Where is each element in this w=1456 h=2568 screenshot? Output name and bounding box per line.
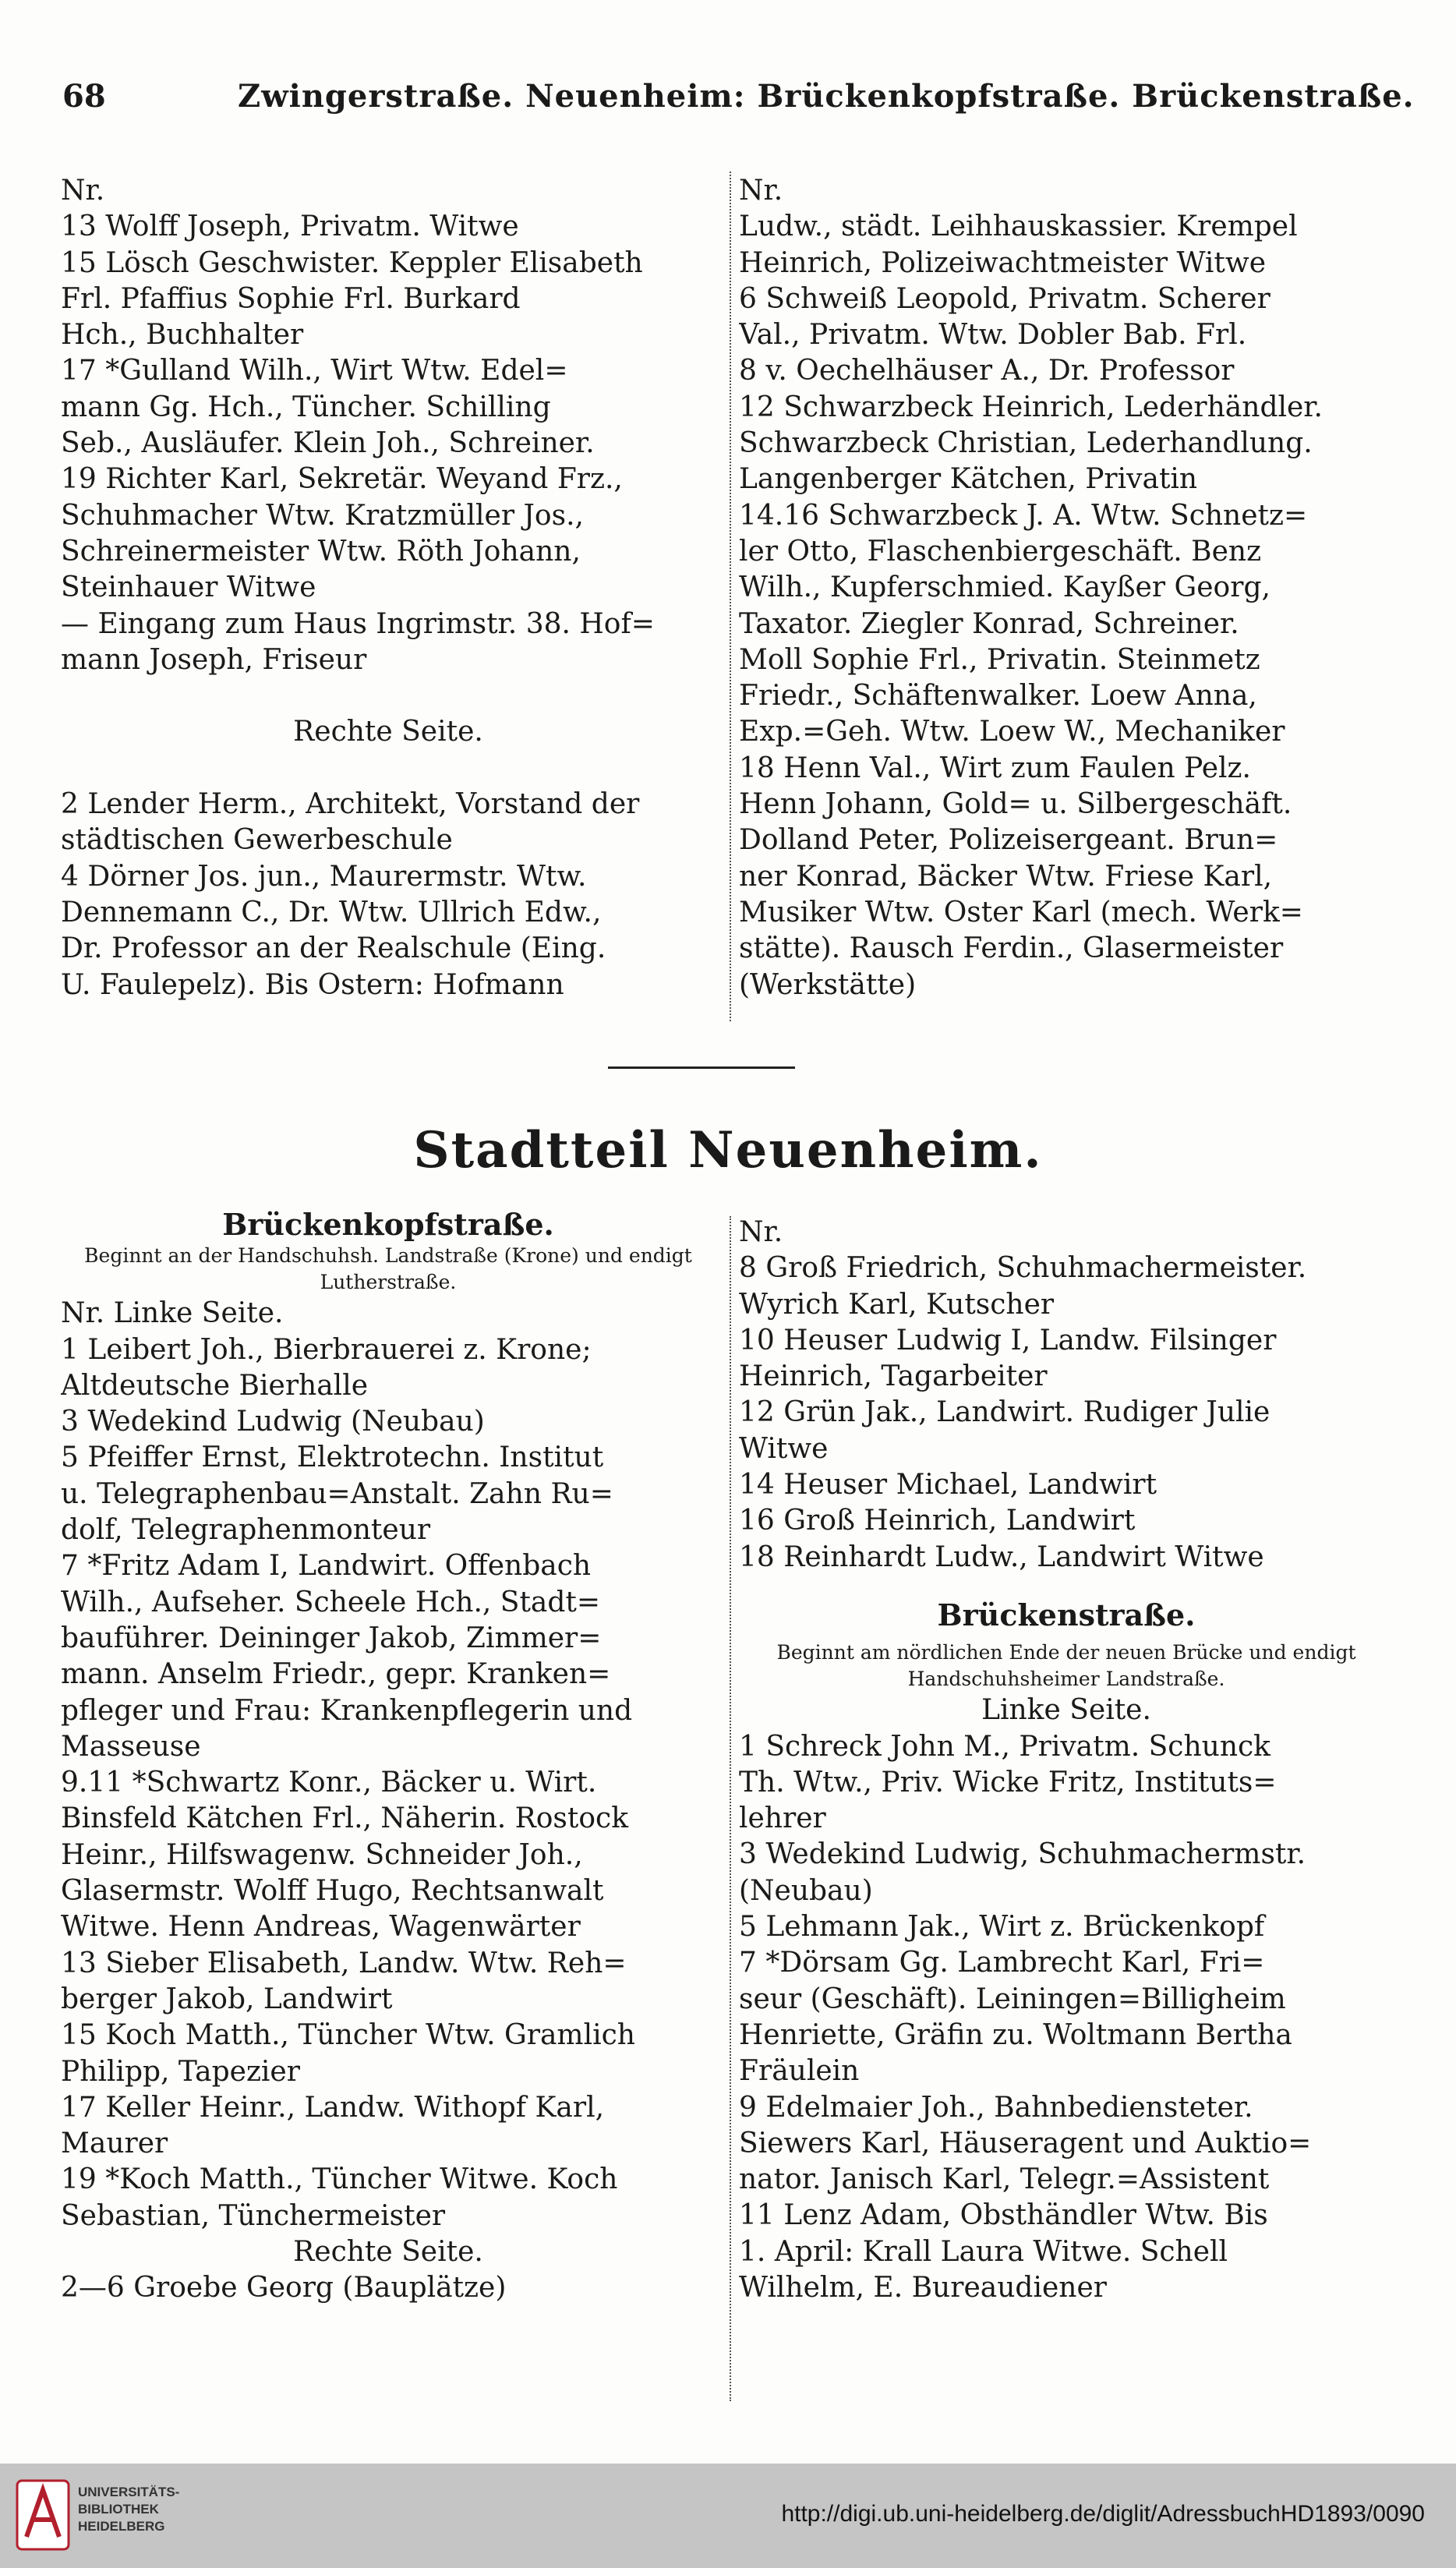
source-url-link[interactable]: http://digi.ub.uni-heidelberg.de/diglit/AdressbuchHD1893/0090 <box>781 2501 1425 2527</box>
entry-line: Heinrich, Polizeiwachtmeister Witwe <box>739 246 1267 279</box>
entry-line: Val., Privatm. Wtw. Dobler Bab. Frl. <box>739 319 1247 352</box>
entry-line: Schuhmacher Wtw. Kratzmüller Jos., <box>61 499 584 532</box>
entry-line: 15 Lösch Geschwister. Keppler Elisabeth <box>61 246 643 279</box>
entry-line: 12 Schwarzbeck Heinrich, Lederhändler. <box>739 391 1323 423</box>
entry-line: 5 Pfeiffer Ernst, Elektrotechn. Institut <box>61 1441 604 1474</box>
street-note: Beginnt am nördlichen Ende der neuen Brücke und endigt Handschuhsheimer Landstraße. <box>776 1641 1356 1691</box>
entry-line: Fräulein <box>739 2055 860 2088</box>
entry-line: mann Gg. Hch., Tüncher. Schilling <box>61 391 551 423</box>
entry-line: Dennemann C., Dr. Wtw. Ullrich Edw., <box>61 896 602 929</box>
library-name: UNIVERSITÄTS- BIBLIOTHEK HEIDELBERG <box>78 2485 180 2534</box>
entry-line: Linke Seite. <box>981 1694 1151 1727</box>
entry-line: 4 Dörner Jos. jun., Maurermstr. Wtw. <box>61 860 587 893</box>
entry-line: Glasermstr. Wolff Hugo, Rechtsanwalt <box>61 1875 604 1908</box>
entry-line: 14 Heuser Michael, Landwirt <box>739 1469 1157 1502</box>
entry-line: (Werkstätte) <box>739 968 917 1001</box>
entry-line: Sebastian, Tünchermeister <box>61 2199 446 2232</box>
top-right-column <box>739 173 1394 1003</box>
entry-line: 10 Heuser Ludwig I, Landw. Filsinger <box>739 1324 1277 1357</box>
viewer-footer <box>0 2464 1456 2568</box>
entry-line: Schreinermeister Wtw. Röth Johann, <box>61 535 581 568</box>
entry-line: Philipp, Tapezier <box>61 2055 300 2088</box>
entry-line: Ludw., städt. Leihhauskassier. Krempel <box>739 210 1298 243</box>
district-title: Stadtteil Neuenheim. <box>413 1121 1043 1180</box>
entry-line: Witwe <box>739 1432 829 1465</box>
entry-line: 7 *Fritz Adam I, Landwirt. Offenbach <box>61 1550 592 1583</box>
entry-line: 2—6 Groebe Georg (Bauplätze) <box>61 2272 507 2304</box>
entry-line: 8 v. Oechelhäuser A., Dr. Professor <box>739 355 1235 387</box>
running-head: Zwingerstraße. Neuenheim: Brückenkopfstraße. Brückenstraße. <box>238 78 1415 115</box>
entry-line: Friedr., Schäftenwalker. Loew Anna, <box>739 680 1257 713</box>
entry-line: Henriette, Gräfin zu. Woltmann Bertha <box>739 2018 1292 2051</box>
bottom-left-column <box>61 1207 716 2307</box>
entry-line: Seb., Ausläufer. Klein Joh., Schreiner. <box>61 427 595 460</box>
column-divider-top <box>730 172 731 1021</box>
entry-line: Taxator. Ziegler Konrad, Schreiner. <box>739 607 1239 640</box>
entry-line: Wyrich Karl, Kutscher <box>739 1288 1055 1321</box>
entry-line: 9.11 *Schwartz Konr., Bäcker u. Wirt. <box>61 1767 597 1799</box>
entry-line: 18 Reinhardt Ludw., Landwirt Witwe <box>739 1540 1264 1573</box>
entry-line: seur (Geschäft). Leiningen=Billigheim <box>739 1983 1286 2015</box>
entry-list <box>61 1296 716 2306</box>
entry-line: 11 Lenz Adam, Obsthändler Wtw. Bis <box>739 2199 1268 2232</box>
entry-line: ner Konrad, Bäcker Wtw. Friese Karl, <box>739 860 1273 893</box>
entry-line: 16 Groß Heinrich, Landwirt <box>739 1505 1136 1537</box>
entry-line: Rechte Seite. <box>293 716 483 748</box>
section-divider <box>608 1066 795 1069</box>
page-header <box>47 78 1419 125</box>
entry-line: 1 Leibert Joh., Bierbrauerei z. Krone; <box>61 1333 592 1366</box>
entry-line: Exp.=Geh. Wtw. Loew W., Mechaniker <box>739 716 1285 748</box>
entry-line: bauführer. Deininger Jakob, Zimmer= <box>61 1622 602 1654</box>
entry-line: U. Faulepelz). Bis Ostern: Hofmann <box>61 968 564 1001</box>
entry-line: 17 *Gulland Wilh., Wirt Wtw. Edel= <box>61 355 568 387</box>
entry-line: 15 Koch Matth., Tüncher Wtw. Gramlich <box>61 2019 635 2052</box>
entry-line: Nr. <box>61 175 105 207</box>
bottom-right-column <box>739 1215 1394 2306</box>
entry-line: 12 Grün Jak., Landwirt. Rudiger Julie <box>739 1396 1270 1429</box>
entry-line: u. Telegraphenbau=Anstalt. Zahn Ru= <box>61 1477 613 1510</box>
entry-line: Siewers Karl, Häuseragent und Auktio= <box>739 2127 1312 2159</box>
entry-line: Schwarzbeck Christian, Lederhandlung. <box>739 427 1313 460</box>
entry-line: 14.16 Schwarzbeck J. A. Wtw. Schnetz= <box>739 499 1308 532</box>
entry-line: 3 Wedekind Ludwig (Neubau) <box>61 1406 485 1438</box>
entry-line: Nr. Linke Seite. <box>61 1297 284 1330</box>
entry-line: nator. Janisch Karl, Telegr.=Assistent <box>739 2163 1270 2196</box>
entry-line: 13 Wolff Joseph, Privatm. Witwe <box>61 210 519 243</box>
entry-line: Wilh., Aufseher. Scheele Hch., Stadt= <box>61 1586 601 1618</box>
entry-line: — Eingang zum Haus Ingrimstr. 38. Hof= <box>61 607 655 640</box>
entry-line: 13 Sieber Elisabeth, Landw. Wtw. Reh= <box>61 1947 627 1979</box>
entry-line: städtischen Gewerbeschule <box>61 824 453 857</box>
entry-line: 9 Edelmaier Joh., Bahnbediensteter. <box>739 2091 1253 2124</box>
entry-line: 1. April: Krall Laura Witwe. Schell <box>739 2235 1228 2268</box>
entry-line: Moll Sophie Frl., Privatin. Steinmetz <box>739 643 1260 676</box>
entry-line: 19 Richter Karl, Sekretär. Weyand Frz., <box>61 463 623 496</box>
street-heading: Brückenkopfstraße. <box>222 1207 554 1242</box>
entry-line: 1 Schreck John M., Privatm. Schunck <box>739 1730 1270 1763</box>
entry-line: Th. Wtw., Priv. Wicke Fritz, Instituts= <box>739 1766 1277 1799</box>
entry-line: stätte). Rausch Ferdin., Glasermeister <box>739 932 1284 965</box>
entry-line: 19 *Koch Matth., Tüncher Witwe. Koch <box>61 2163 618 2196</box>
entry-list <box>739 1693 1394 2306</box>
street-note: Beginnt an der Handschuhsh. Landstraße (Krone) und endigt Lutherstraße. <box>84 1244 692 1294</box>
entry-line: 17 Keller Heinr., Landw. Withopf Karl, <box>61 2091 605 2124</box>
entry-line: 7 *Dörsam Gg. Lambrecht Karl, Fri= <box>739 1947 1265 1979</box>
entry-line: Wilh., Kupferschmied. Kayßer Georg, <box>739 571 1270 604</box>
entry-line: Rechte Seite. <box>293 2236 483 2269</box>
street-heading: Brückenstraße. <box>937 1597 1196 1632</box>
entry-line: 18 Henn Val., Wirt zum Faulen Pelz. <box>739 752 1251 784</box>
entry-line <box>61 751 716 787</box>
entry-line: Frl. Pfaffius Sophie Frl. Burkard <box>61 282 521 315</box>
entry-line: Dr. Professor an der Realschule (Eing. <box>61 932 606 965</box>
entry-line: Langenberger Kätchen, Privatin <box>739 463 1198 496</box>
entry-line: mann. Anselm Friedr., gepr. Kranken= <box>61 1658 611 1691</box>
entry-line: 3 Wedekind Ludwig, Schuhmachermstr. <box>739 1838 1306 1871</box>
entry-line: Dolland Peter, Polizeisergeant. Brun= <box>739 824 1278 857</box>
entry-line: Maurer <box>61 2128 168 2160</box>
entry-line: berger Jakob, Landwirt <box>61 1983 393 2015</box>
entry-line: Hch., Buchhalter <box>61 319 304 352</box>
entry-line: Heinrich, Tagarbeiter <box>739 1360 1048 1393</box>
entry-line: mann Joseph, Friseur <box>61 643 367 676</box>
entry-line: Wilhelm, E. Bureaudiener <box>739 2272 1107 2304</box>
entry-line: Binsfeld Kätchen Frl., Näherin. Rostock <box>61 1802 629 1835</box>
entry-line: (Neubau) <box>739 1874 873 1907</box>
entry-line: dolf, Telegraphenmonteur <box>61 1514 431 1547</box>
entry-line: Steinhauer Witwe <box>61 571 316 604</box>
column-divider-bottom <box>730 1216 731 2401</box>
entry-line: Henn Johann, Gold= u. Silbergeschäft. <box>739 788 1292 821</box>
entry-line: 5 Lehmann Jak., Wirt z. Brückenkopf <box>739 1911 1265 1944</box>
page-number: 68 <box>62 78 106 115</box>
entry-line: Witwe. Henn Andreas, Wagenwärter <box>61 1911 581 1944</box>
top-left-column <box>61 173 716 1003</box>
entry-list <box>739 1215 1394 1576</box>
entry-line <box>61 678 716 714</box>
entry-line: 8 Groß Friedrich, Schuhmachermeister. <box>739 1252 1307 1285</box>
entry-line: pfleger und Frau: Krankenpflegerin und <box>61 1694 633 1727</box>
entry-line: Nr. <box>739 175 783 207</box>
entry-line: lehrer <box>739 1802 826 1835</box>
university-seal-icon <box>16 2479 70 2551</box>
entry-line: Nr. <box>739 1216 783 1248</box>
entry-line: 2 Lender Herm., Architekt, Vorstand der <box>61 788 640 821</box>
entry-line: Heinr., Hilfswagenw. Schneider Joh., <box>61 1838 583 1871</box>
entry-line: Altdeutsche Bierhalle <box>61 1369 369 1402</box>
entry-line: ler Otto, Flaschenbiergeschäft. Benz <box>739 535 1262 568</box>
entry-line: Musiker Wtw. Oster Karl (mech. Werk= <box>739 896 1303 929</box>
entry-line: 6 Schweiß Leopold, Privatm. Scherer <box>739 282 1270 315</box>
entry-line: Masseuse <box>61 1730 201 1763</box>
